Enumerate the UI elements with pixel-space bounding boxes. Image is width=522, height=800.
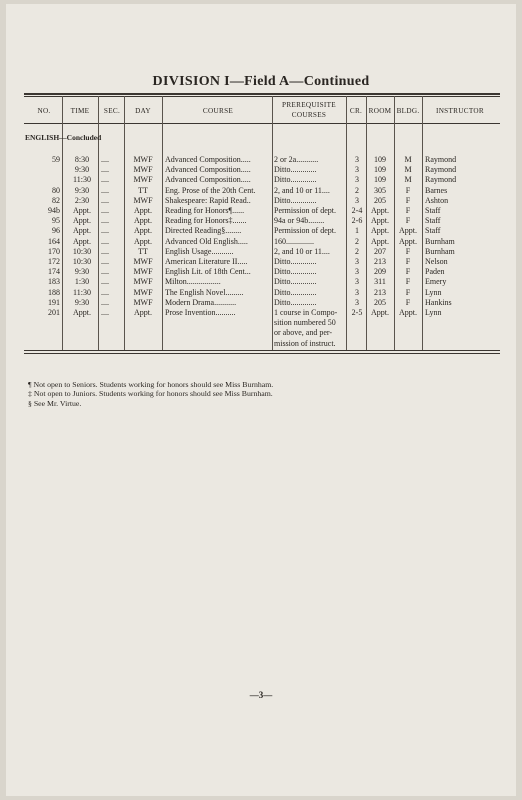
cell-instructor: Lynn: [425, 287, 442, 297]
cell-sec: ....: [101, 175, 109, 185]
cell-bldg: F: [405, 267, 411, 277]
cell-instructor: Hankins: [425, 297, 452, 307]
cell-course: Advanced Composition.....: [165, 155, 251, 164]
cell-time: Appt.: [73, 236, 91, 246]
cell-room: Appt.: [371, 206, 389, 215]
cell-course: Advanced Composition.....: [165, 175, 251, 185]
cell-course: American Literature II.....: [165, 257, 248, 266]
cell-prereq: 2 or 2a...........: [274, 155, 319, 164]
header-course: COURSE: [202, 107, 234, 115]
cell-instructor: Emery: [425, 277, 447, 287]
cell-day: Appt.: [134, 308, 152, 317]
cell-no: 188: [48, 287, 60, 297]
cell-sec: ....: [101, 165, 109, 175]
cell-instructor: Raymond: [425, 175, 457, 185]
cell-instructor: Lynn: [425, 308, 442, 317]
cell-bldg: F: [405, 216, 411, 226]
cell-prereq: Ditto.............: [274, 267, 317, 277]
cell-prereq: Ditto.............: [274, 175, 317, 185]
cell-room: Appt.: [371, 236, 389, 246]
cell-time: 11:30: [73, 287, 91, 297]
cell-time: 9:30: [74, 185, 90, 195]
header-top-rule: [24, 93, 500, 95]
cell-sec: ....: [101, 297, 109, 307]
divider: [162, 96, 163, 350]
header-cr: CR.: [349, 107, 363, 115]
cell-sec: ....: [101, 155, 109, 164]
cell-time: 2:30: [74, 195, 90, 205]
cell-cr: 2-6: [351, 216, 363, 226]
cell-prereq: Ditto.............: [274, 297, 317, 307]
header-bldg: BLDG.: [396, 107, 420, 115]
cell-prereq: 160..............: [274, 236, 314, 246]
cell-cr: 2-4: [351, 206, 363, 215]
cell-bldg: M: [404, 155, 412, 164]
header-top-rule-thin: [24, 96, 500, 97]
cell-room: 305: [374, 185, 386, 195]
cell-sec: ....: [101, 236, 109, 246]
cell-cr: 2: [355, 236, 359, 246]
cell-prereq: Ditto.............: [274, 277, 317, 287]
cell-day: MWF: [133, 257, 153, 266]
cell-course: Modern Drama...........: [165, 297, 237, 307]
cell-prereq: Ditto.............: [274, 287, 317, 297]
cell-room: 205: [374, 297, 386, 307]
header-time: TIME: [70, 107, 90, 115]
cell-course: Directed Reading§........: [165, 226, 242, 236]
cell-cr: 3: [355, 195, 359, 205]
cell-room: Appt.: [371, 216, 389, 226]
cell-no: 96: [52, 226, 60, 236]
cell-sec: ....: [101, 185, 109, 195]
cell-cr: 3: [355, 287, 359, 297]
cell-course: Shakespeare: Rapid Read..: [165, 195, 251, 205]
cell-course: Advanced Composition.....: [165, 165, 251, 175]
cell-room: Appt.: [371, 308, 389, 317]
header-room: ROOM: [368, 107, 392, 115]
cell-no: 172: [48, 257, 60, 266]
cell-bldg: F: [405, 206, 411, 215]
cell-course: English Usage...........: [165, 246, 234, 256]
header-no: NO.: [37, 107, 51, 115]
table-bottom-rule-thin: [24, 353, 500, 354]
cell-cr: 3: [355, 257, 359, 266]
cell-bldg: F: [405, 185, 411, 195]
cell-course: Advanced Old English.....: [165, 236, 248, 246]
header-bottom-rule: [24, 123, 500, 124]
cell-time: 8:30: [74, 155, 90, 164]
cell-bldg: Appt.: [399, 308, 417, 317]
header-prereq-line2: COURSES: [291, 111, 327, 119]
cell-time: 9:30: [74, 297, 90, 307]
cell-cr: 1: [355, 226, 359, 236]
cell-sec: ....: [101, 308, 109, 317]
cell-bldg: F: [405, 195, 411, 205]
cell-day: Appt.: [134, 206, 152, 215]
cell-time: Appt.: [73, 216, 91, 226]
cell-prereq: sition numbered 50: [274, 318, 336, 328]
cell-sec: ....: [101, 216, 109, 226]
cell-instructor: Raymond: [425, 155, 457, 164]
cell-bldg: F: [405, 277, 411, 287]
cell-no: 170: [48, 246, 60, 256]
table-bottom-rule: [24, 350, 500, 351]
cell-course: Eng. Prose of the 20th Cent.: [165, 185, 256, 195]
cell-sec: ....: [101, 226, 109, 236]
cell-day: MWF: [133, 165, 153, 175]
cell-time: Appt.: [73, 206, 91, 215]
cell-course: Milton.................: [165, 277, 221, 287]
cell-time: 10:30: [72, 246, 92, 256]
cell-course: Reading for Honors¶......: [165, 206, 245, 215]
cell-time: Appt.: [73, 308, 91, 317]
header-instructor: INSTRUCTOR: [436, 107, 484, 115]
cell-instructor: Paden: [425, 267, 445, 277]
cell-no: 59: [52, 155, 60, 164]
cell-cr: 3: [355, 155, 359, 164]
cell-cr: 2-5: [351, 308, 363, 317]
cell-no: 164: [48, 236, 60, 246]
section-label: ENGLISH—Concluded: [25, 133, 102, 142]
cell-room: 213: [374, 257, 386, 266]
cell-prereq: 2, and 10 or 11....: [274, 185, 330, 195]
cell-day: TT: [138, 246, 148, 256]
cell-sec: ....: [101, 246, 109, 256]
cell-no: 183: [48, 277, 60, 287]
cell-room: 207: [374, 246, 386, 256]
cell-instructor: Nelson: [425, 257, 448, 266]
cell-bldg: F: [405, 257, 411, 266]
cell-cr: 3: [355, 277, 359, 287]
cell-room: 109: [374, 175, 386, 185]
cell-prereq: Ditto.............: [274, 257, 317, 266]
cell-day: MWF: [133, 277, 153, 287]
cell-no: 174: [48, 267, 60, 277]
cell-instructor: Barnes: [425, 185, 448, 195]
cell-no: 191: [48, 297, 60, 307]
cell-time: 9:30: [74, 165, 90, 175]
cell-room: 205: [374, 195, 386, 205]
cell-course: Reading for Honors‡.......: [165, 216, 247, 226]
cell-cr: 3: [355, 175, 359, 185]
cell-room: Appt.: [371, 226, 389, 236]
header-prereq-line1: PREREQUISITE: [282, 101, 336, 109]
cell-no: 82: [52, 195, 60, 205]
page-title: DIVISION I—Field A—Continued: [152, 74, 370, 89]
cell-day: MWF: [133, 155, 153, 164]
cell-no: 201: [48, 308, 60, 317]
cell-cr: 3: [355, 297, 359, 307]
cell-room: 109: [374, 155, 386, 164]
cell-bldg: Appt.: [399, 226, 417, 236]
cell-no: 80: [52, 185, 60, 195]
cell-cr: 3: [355, 165, 359, 175]
cell-time: 9:30: [74, 267, 90, 277]
cell-bldg: F: [405, 297, 411, 307]
cell-day: Appt.: [134, 226, 152, 236]
cell-sec: ....: [101, 257, 109, 266]
cell-prereq: Permission of dept.: [274, 226, 336, 236]
cell-bldg: M: [404, 165, 412, 175]
cell-sec: ....: [101, 277, 109, 287]
cell-bldg: F: [405, 287, 411, 297]
cell-instructor: Staff: [425, 226, 441, 236]
cell-course: English Lit. of 18th Cent...: [165, 267, 251, 277]
cell-day: MWF: [133, 175, 153, 185]
cell-day: MWF: [133, 267, 153, 277]
footnote: § See Mr. Virtue.: [28, 398, 82, 408]
cell-room: 109: [374, 165, 386, 175]
cell-bldg: F: [405, 246, 411, 256]
cell-bldg: Appt.: [399, 236, 417, 246]
cell-course: The English Novel.........: [165, 287, 244, 297]
header-sec: SEC.: [103, 107, 121, 115]
cell-instructor: Ashton: [425, 195, 449, 205]
page-number: —3—: [249, 690, 273, 700]
cell-prereq: Permission of dept.: [274, 206, 336, 215]
cell-course: Prose Invention..........: [165, 308, 236, 317]
cell-cr: 2: [355, 185, 359, 195]
cell-time: 1:30: [74, 277, 90, 287]
header-day: DAY: [135, 107, 151, 115]
cell-prereq: mission of instruct.: [274, 338, 336, 348]
cell-day: Appt.: [134, 236, 152, 246]
cell-room: 209: [374, 267, 386, 277]
cell-no: 95: [52, 216, 60, 226]
divider: [422, 96, 423, 350]
cell-prereq: 2, and 10 or 11....: [274, 246, 330, 256]
cell-sec: ....: [101, 195, 109, 205]
cell-room: 213: [374, 287, 386, 297]
footnote: ¶ Not open to Seniors. Students working for honors should see Miss Burnham.: [28, 380, 274, 389]
cell-time: Appt.: [73, 226, 91, 236]
cell-sec: ....: [101, 267, 109, 277]
cell-day: MWF: [133, 195, 153, 205]
cell-day: MWF: [133, 287, 153, 297]
cell-cr: 2: [355, 246, 359, 256]
cell-time: 10:30: [72, 257, 92, 266]
cell-prereq: 1 course in Compo-: [274, 308, 338, 317]
cell-sec: ....: [101, 287, 109, 297]
cell-instructor: Burnham: [425, 246, 455, 256]
cell-day: MWF: [133, 297, 153, 307]
cell-instructor: Burnham: [425, 236, 455, 246]
cell-day: TT: [138, 185, 148, 195]
cell-cr: 3: [355, 267, 359, 277]
cell-prereq: Ditto.............: [274, 165, 317, 175]
cell-no: 94b: [48, 206, 60, 215]
cell-bldg: M: [404, 175, 412, 185]
footnote: ‡ Not open to Juniors. Students working for honors should see Miss Burnham.: [28, 389, 273, 399]
cell-prereq: or above, and per-: [274, 328, 333, 338]
cell-prereq: 94a or 94b........: [274, 216, 325, 226]
footnotes: [28, 380, 273, 408]
cell-instructor: Staff: [425, 206, 441, 215]
cell-prereq: Ditto.............: [274, 195, 317, 205]
cell-room: 311: [374, 277, 386, 287]
cell-day: Appt.: [134, 216, 152, 226]
cell-time: 11:30: [73, 175, 91, 185]
cell-instructor: Raymond: [425, 165, 457, 175]
cell-sec: ....: [101, 206, 109, 215]
cell-instructor: Staff: [425, 216, 441, 226]
